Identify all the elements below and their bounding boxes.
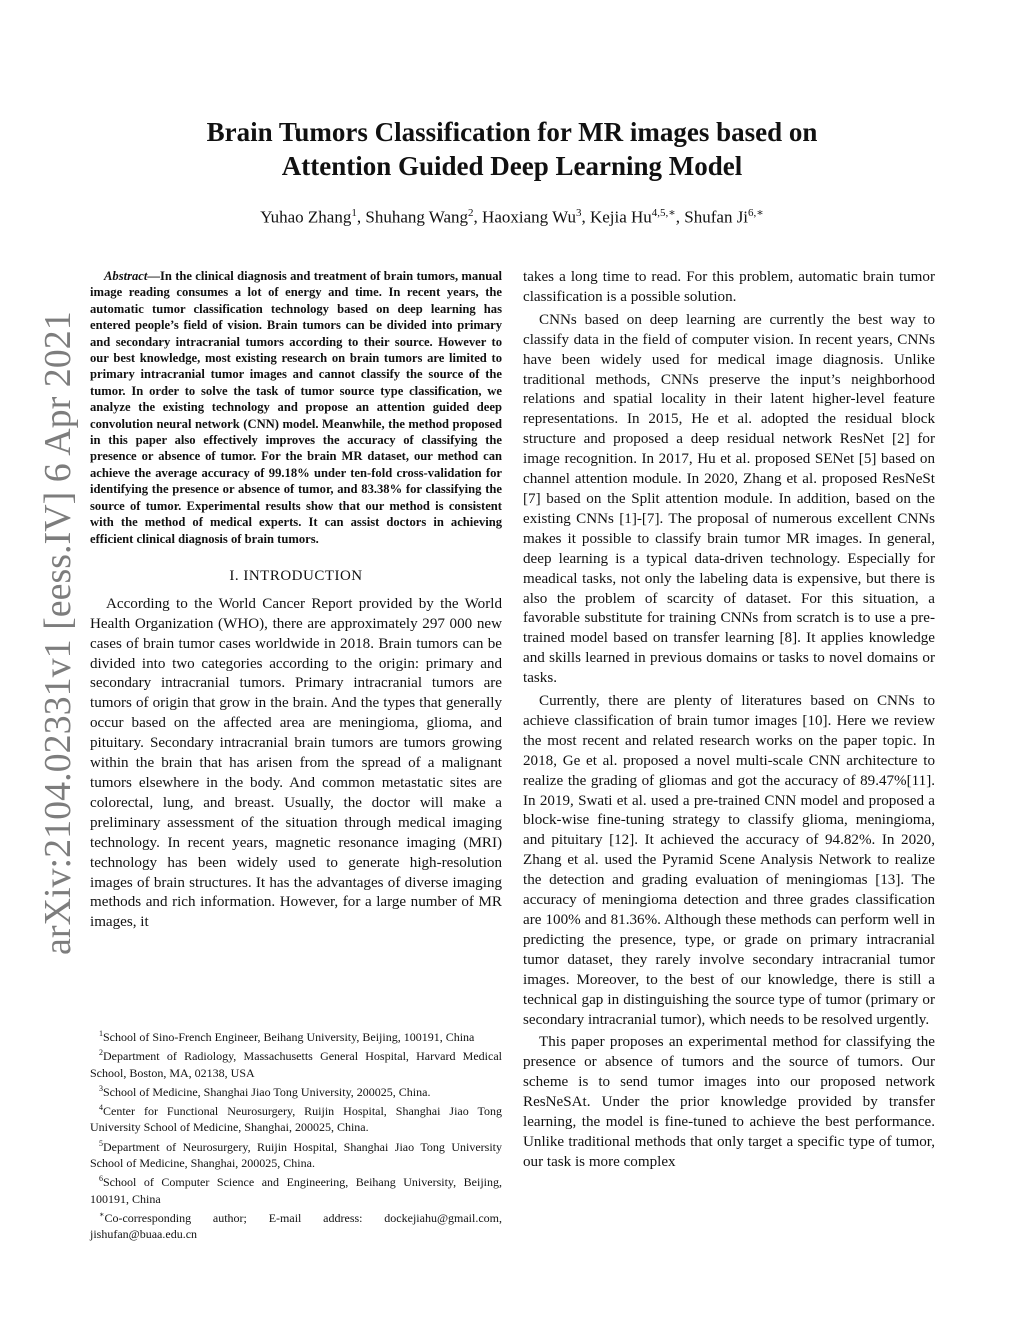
footnote-mark: 2 (99, 1048, 103, 1058)
abstract-label: Abstract (104, 269, 148, 283)
footnote-mark: 1 (99, 1029, 103, 1038)
footnote-mark: ∗ (99, 1209, 105, 1219)
footnote-text: School of Medicine, Shanghai Jiao Tong University, 200025, China. (103, 1084, 431, 1099)
paper-title (130, 115, 894, 183)
author-name: Shufan Ji (684, 207, 749, 227)
footnote-text: School of Computer Science and Engineering, Beihang University, Beijing, 100191, China (90, 1175, 502, 1206)
abstract (90, 268, 502, 547)
footnote-text: Center for Functional Neurosurgery, Ruijin Hospital, Shanghai Jiao Tong University School of Medicine, Shanghai, 200025, China. (90, 1104, 502, 1135)
footnote-mark: 5 (99, 1138, 103, 1148)
author-name: Kejia Hu (589, 207, 652, 227)
footnote (90, 1136, 502, 1172)
abstract-dash: — (147, 269, 160, 283)
author-name: Yuhao Zhang (260, 207, 352, 227)
arxiv-sidebar-stamp: arXiv:2104.02331v1 [eess.IV] 6 Apr 2021 (37, 311, 79, 955)
author-affiliation-mark: 2 (468, 207, 474, 219)
title-line-1: Brain Tumors Classification for MR images based on (206, 117, 818, 147)
footnote (90, 1026, 502, 1045)
body-paragraph: Currently, there are plenty of literatures based on CNNs to achieve classification of brain tumor images [10]. Here we review the most recent and related research works on the paper topic. In 2018, Ge et al. proposed a novel multi-scale CNN architecture to realize the grading of gliomas and got the accuracy of 89.47%[11]. In 2019, Swati et al. used a pre-trained CNN model and proposed a block-wise fine-tuning strategy to classify glioma, meningioma, and pituitary [12]. It achieved the accuracy of 94.82%. In 2020, Zhang et al. used the Pyramid Scene Analysis Network to realize the detection and grading evaluation of meningiomas [13]. The accuracy of meningioma detection and three grades classification are 100% and 81.36%. Although these methods can perform well in predicting the presence, type, or grade on primary intracranial tumor dataset, they rarely involve secondary intracranial tumor images. Moreover, to the best of our knowledge, there is still a technical gap in distinguishing the source type of tumor (primary or secondary intracranial tumor), which needs to be resolved urgently. (523, 693, 935, 1028)
title-line-2: Attention Guided Deep Learning Model (281, 151, 743, 181)
affiliation-footnotes (90, 1026, 502, 1243)
footnote (90, 1100, 502, 1136)
footnote (90, 1207, 502, 1243)
footnote-text: Department of Neurosurgery, Ruijin Hospital, Shanghai Jiao Tong University School of Medicine, Shanghai, 200025, China. (90, 1139, 502, 1171)
author-affiliation-mark: 6,∗ (748, 207, 764, 219)
footnote-mark: 3 (99, 1083, 103, 1093)
footnote-text: Department of Radiology, Massachusetts General Hospital, Harvard Medical School, Boston, MA, 02138, USA (90, 1049, 502, 1080)
author-name: Haoxiang Wu (482, 207, 576, 227)
footnote-mark: 6 (99, 1174, 103, 1184)
author-affiliation-mark: 4,5,∗ (651, 207, 676, 219)
introduction-paragraph: According to the World Cancer Report provided by the World Health Organization (WHO), there are approximately 297 000 new cases of brain tumor cases worldwide in 2018. Brain tumors can be divided into two categories according to the origin: primary and secondary intracranial tumors. Primary intracranial tumors are tumors of origin that grow in the brain. And the types that generally occur based on the affected area are meningioma, glioma, and pituitary. Secondary intracranial brain tumors are tumors growing within the brain that has arisen from the spread of a malignant tumors elsewhere in the body. And common metastatic sites are colorectal, lung, and breast. Usually, the doctor will make a preliminary assessment of the situation through medical imaging technology. In recent years, magnetic resonance imaging (MRI) technology has been widely used to generate high-resolution images of brain structures. It has the advantages of diverse imaging methods and rich information. However, for a large number of MR images, it (90, 595, 502, 931)
abstract-text: In the clinical diagnosis and treatment of brain tumors, manual image reading consumes a lot of energy and time. In recent years, the automatic tumor classification technology based on deep learning has entered people’s field of vision. Brain tumors can be divided into primary and secondary intracranial tumors according to their source. However to our best knowledge, most existing research on brain tumors are limited to primary intracranial tumor images and cannot classify the source of the tumor. In order to solve the task of tumor source type classification, we analyze the existing technology and propose an attention guided deep convolution neural network (CNN) model. Meanwhile, the method proposed in this paper also effectively improves the accuracy of classifying the presence or absence of tumor. For the brain MR dataset, our method can achieve the average accuracy of 99.18% under ten-fold cross-validation for identifying the presence or absence of tumor, and 83.38% for classifying the source of tumor. Experimental results show that our method is consistent with the method of medical experts. It can assist doctors in achieving efficient clinical diagnosis of brain tumors. (90, 269, 502, 546)
footnote-text: Co-corresponding author; E-mail address: dockejiahu@gmail.com, jishufan@buaa.edu.cn (90, 1210, 502, 1242)
footnote (90, 1045, 502, 1081)
left-column (90, 268, 502, 933)
footnote-text: School of Sino-French Engineer, Beihang University, Beijing, 100191, China (103, 1030, 475, 1044)
right-column (523, 268, 935, 1173)
author-affiliation-mark: 3 (575, 207, 582, 219)
footnote-mark: 4 (99, 1103, 103, 1113)
author-name: Shuhang Wang (365, 207, 469, 227)
body-paragraph: CNNs based on deep learning are currently the best way to classify data in the field of computer vision. In recent years, CNNs have been widely used for medical image diagnosis. Unlike traditional methods, CNNs preserve the input’s neighborhood relations and spatial locality in their latent higher-level feature representations. In 2015, He et al. adopted the residual block structure and proposed a deep residual network ResNet [2] for image recognition. In 2017, Hu et al. proposed SENet [5] based on channel attention module. In 2020, Zhang et al. proposed ResNeSt [7] based on the Split attention module. In addition, based on the existing CNNs [1]-[7]. The proposal of numerous excellent CNNs makes it possible to classify brain tumor MR images. In general, deep learning is a typical data-driven technology. Especially for meadical tasks, not only the labeling data is expensive, but there is also the problem of scarcity of dataset. For this situation, a favorable substitute for training CNNs from scratch is to use a pre-trained model based on transfer learning [8]. It applies knowledge and skills learned in previous domains or tasks to novel domains or tasks. (523, 311, 935, 687)
body-paragraph: takes a long time to read. For this problem, automatic brain tumor classification is a possible solution. (523, 269, 935, 305)
author-list: Yuhao Zhang$^1$, Shuhang Wang$^2$, Haoxiang Wu$^3$, Kejia $Hu^{4,5,∗}$, Shufan $Ji^{6,∗}$ (260, 207, 764, 227)
footnote (90, 1171, 502, 1207)
section-heading-introduction: I. INTRODUCTION (229, 567, 363, 584)
author-affiliation-mark: 1 (351, 207, 357, 219)
footnote (90, 1081, 502, 1100)
body-paragraph: This paper proposes an experimental method for classifying the presence or absence of tumors and the source of tumors. Our scheme is to send tumor images into our proposed network ResNeSAt. Under the prior knowledge provided by transfer learning, the model is fine-tuned to achieve the best performance. Unlike traditional methods that only target a specific type of tumor, our task is more complex (523, 1034, 935, 1170)
